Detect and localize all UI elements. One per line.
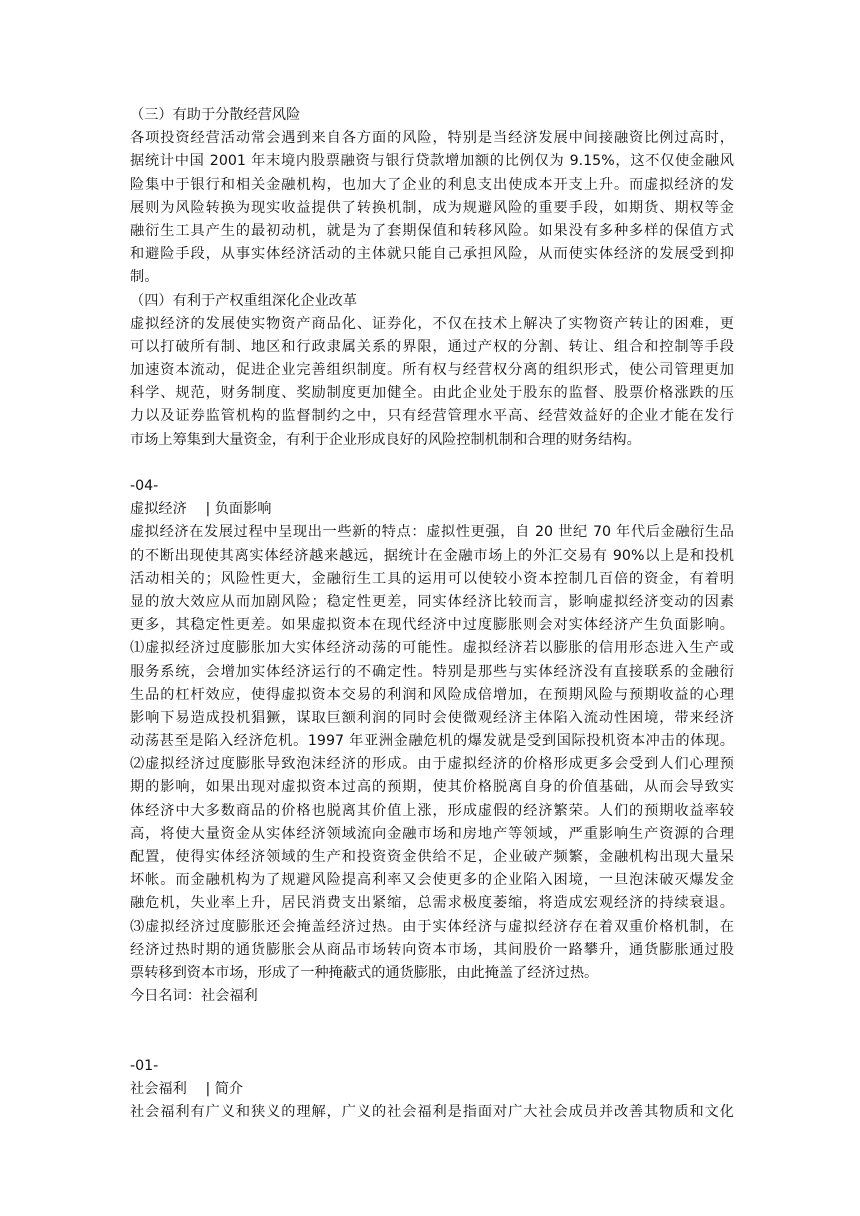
text-line: ⑵虚拟经济过度膨胀导致泡沫经济的形成。由于虚拟经济的价格形成更多会受到人们心理预 <box>130 756 734 773</box>
text-line: （四）有利于产权重组深化企业改革 <box>130 292 358 309</box>
text-line: 融危机，失业率上升，居民消费支出紧缩，总需求极度萎缩，将造成宏观经济的持续衰退。 <box>130 895 734 912</box>
text-line: （三）有助于分散经营风险 <box>130 107 301 123</box>
text-line: 力以及证券监管机构的监督制约之中，只有经营管理水平高、经营效益好的企业才能在发行 <box>130 408 734 425</box>
text-line: 今日名词：社会福利 <box>130 988 258 1005</box>
text-line: 虚拟经济 | 负面影响 <box>130 501 272 518</box>
blank-line <box>130 1008 734 1054</box>
text-line: 加速资本流动，促进企业完善组织制度。所有权与经营权分离的组织形式，使公司管理更加 <box>130 362 734 379</box>
text-line: 动荡甚至是陷入经济危机。1997 年亚洲金融危机的爆发就是受到国际投机资本冲击的体现。 <box>130 733 734 750</box>
text-line: 各项投资经营活动常会遇到来自各方面的风险，特别是当经济发展中间接融资比例过高时， <box>130 130 734 147</box>
text-line: 科学、规范，财务制度、奖励制度更加健全。由此企业处于股东的监督、股票价格涨跌的压 <box>130 385 734 402</box>
text-line: 高，将使大量资金从实体经济领域流向金融市场和房地产等领域，严重影响生产资源的合理 <box>130 825 734 842</box>
text-line: 期的影响，如果出现对虚拟资本过高的预期，使其价格脱离自身的价值基础，从而会导致实 <box>130 779 734 796</box>
text-line: 社会福利 | 简介 <box>130 1080 244 1097</box>
text-line: 社会福利有广义和狭义的理解，广义的社会福利是指面对广大社会成员并改善其物质和文化 <box>130 1104 734 1121</box>
document-page <box>130 104 734 1124</box>
text-line: 据统计中国 2001 年末境内股票融资与银行贷款增加额的比例仅为 9.15%，这不仅使金融风 <box>130 153 734 170</box>
text-line: 市场上筹集到大量资金，有利于企业形成良好的风险控制机制和合理的财务结构。 <box>130 431 641 448</box>
text-line: 影响下易造成投机猖獗，谋取巨额利润的同时会使微观经济主体陷入流动性困境，带来经济 <box>130 709 734 726</box>
text-line: 可以打破所有制、地区和行政隶属关系的界限，通过产权的分割、转让、组合和控制等手段 <box>130 338 734 355</box>
text-line: 生品的杠杆效应，使得虚拟资本交易的利润和风险成倍增加，在预期风险与预期收益的心理 <box>130 686 734 703</box>
text-line: ⑴虚拟经济过度膨胀加大实体经济动荡的可能性。虚拟经济若以膨胀的信用形态进入生产或 <box>130 640 734 657</box>
text-line: ⑶虚拟经济过度膨胀还会掩盖经济过热。由于实体经济与虚拟经济存在着双重价格机制，在 <box>130 918 734 935</box>
text-line: -04- <box>130 478 159 494</box>
text-line: 制。 <box>130 269 159 286</box>
text-line: 体经济中大多数商品的价格也脱离其价值上涨，形成虚假的经济繁荣。人们的预期收益率较 <box>130 802 734 819</box>
text-line: 服务系统，会增加实体经济运行的不确定性。特别是那些与实体经济没有直接联系的金融衍 <box>130 663 734 680</box>
text-line: 显的放大效应从而加剧风险；稳定性更差，同实体经济比较而言，影响虚拟经济变动的因素 <box>130 593 734 610</box>
text-line: 经济过热时期的通货膨胀会从商品市场转向资本市场，其间股价一路攀升，通货膨胀通过股 <box>130 941 734 958</box>
text-line: 坏帐。而金融机构为了规避风险提高利率又会使更多的企业陷入困境，一旦泡沫破灭爆发金 <box>130 872 734 889</box>
text-line: -01- <box>130 1057 159 1074</box>
text-line: 配置，使得实体经济领域的生产和投资资金供给不足，企业破产频繁，金融机构出现大量呆 <box>130 849 734 865</box>
text-line: 虚拟经济在发展过程中呈现出一些新的特点：虚拟性更强，自 20 世纪 70 年代后金融衍生品 <box>130 524 734 541</box>
text-line: 险集中于银行和相关金融机构，也加大了企业的利息支出使成本开支上升。而虚拟经济的发 <box>130 176 734 193</box>
text-line: 更多，其稳定性更差。如果虚拟资本在现代经济中过度膨胀则会对实体经济产生负面影响。 <box>130 617 734 634</box>
text-line: 虚拟经济的发展使实物资产商品化、证券化，不仅在技术上解决了实物资产转让的困难，更 <box>130 315 734 332</box>
text-line: 票转移到资本市场，形成了一种掩蔽式的通货膨胀，由此掩盖了经济过热。 <box>130 964 599 981</box>
blank-line <box>130 452 734 475</box>
text-line: 的不断出现使其离实体经济越来越远，据统计在金融市场上的外汇交易有 90%以上是和投机 <box>130 547 734 564</box>
text-line: 和避险手段，从事实体经济活动的主体就只能自己承担风险，从而使实体经济的发展受到抑 <box>130 246 734 263</box>
text-line: 活动相关的；风险性更大，金融衍生工具的运用可以使较小资本控制几百倍的资金，有着明 <box>130 570 734 587</box>
text-line: 展则为风险转换为现实收益提供了转换机制，成为规避风险的重要手段，如期货、期权等金 <box>130 199 734 216</box>
text-line: 融衍生工具产生的最初动机，就是为了套期保值和转移风险。如果没有多种多样的保值方式 <box>130 222 734 239</box>
